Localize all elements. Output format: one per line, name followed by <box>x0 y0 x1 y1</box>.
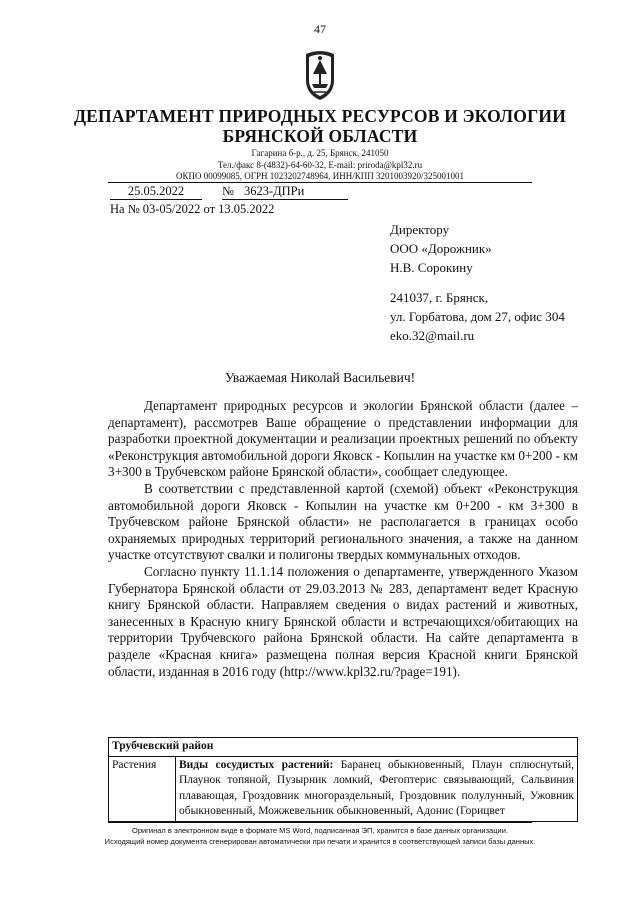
letter-body <box>108 398 578 680</box>
org-codes: ОКПО 00099085, ОГРН 1023202748964, ИНН/КПП 3201003920/325001001 <box>176 171 464 181</box>
table-header-row <box>109 738 578 757</box>
footer-divider <box>108 822 532 823</box>
recipient-street: ул. Горбатова, дом 27, офис 304 <box>390 309 565 324</box>
district-cell: Трубчевский район <box>109 738 578 757</box>
registration-date: 25.05.2022 <box>110 184 202 200</box>
row-label-cell: Растения <box>109 756 176 821</box>
recipient-address-block <box>390 288 565 345</box>
header-divider <box>108 182 532 183</box>
recipient-city: 241037, г. Брянск, <box>390 290 489 305</box>
registration-number <box>222 184 348 200</box>
org-address: Гагарина б-р., д. 25, Брянск, 241050 <box>251 148 389 158</box>
greeting: Уважаемая Николай Васильевич! <box>224 370 416 385</box>
org-name-line2: БРЯНСКОЙ ОБЛАСТИ <box>222 126 418 146</box>
coat-of-arms-icon <box>300 48 340 102</box>
table-row <box>109 756 578 821</box>
recipient-email: eko.32@mail.ru <box>390 328 475 343</box>
species-cell <box>176 756 578 821</box>
paragraph: Департамент природных ресурсов и экологии Брянской области (далее – департамент), рассмотрев Ваше обращение о представлении информации для разработки проектной документации и реализации проектных решений по объекту «Реконструкция автомобильной дороги Яковск - Копылин на участке км 0+200 - км 3+300 в Трубчевском районе Брянской области», сообщает следующее. <box>108 398 578 480</box>
species-list: Баранец обыкновенный, Плаун сплюснутый, Плаунок топяной, Пузырник ломкий, Фегоптерис связывающий, Сальвиния плавающая, Гроздовник многораздельный, Гроздовник полулунный, Ужовник обыкновенный, Можжевельник обыкновенный, Адонис (Горицвет <box>179 758 574 817</box>
footer-note-1: Оригинал в электронном виде в формате MS Word, подписанная ЭП, хранится в базе данных организации. <box>131 826 508 835</box>
reference-number: На № 03-05/2022 от 13.05.2022 <box>110 202 275 216</box>
recipient-name: Н.В. Сорокину <box>390 260 473 275</box>
recipient-block <box>390 220 492 277</box>
number-sign: № <box>222 184 234 198</box>
species-category: Виды сосудистых растений: <box>179 758 334 771</box>
red-book-table <box>108 737 578 822</box>
recipient-position: Директору <box>390 222 450 237</box>
org-contacts: Тел./факс 8-(4832)-64-60-32, E-mail: priroda@kpl32.ru <box>217 160 423 170</box>
footer-note-2: Исходящий номер документа сгенерирован автоматически при печати и хранится в соответствующей записи базы данных. <box>104 837 536 846</box>
page-number: 47 <box>314 22 326 36</box>
recipient-company: ООО «Дорожник» <box>390 241 492 256</box>
paragraph: Согласно пункту 11.1.14 положения о департаменте, утвержденного Указом Губернатора Брянской области от 29.03.2013 № 283, департамент ведет Красную книгу Брянской области. Направляем сведения о видах растений и животных, занесенных в Красную книгу Брянской области и встречающихся/обитающих на территории Трубчевского района Брянской области. На сайте департамента в разделе «Красная книга» размещена полная версия Красной книги Брянской области, изданная в 2016 году (http://www.kpl32.ru/?page=191). <box>108 563 578 679</box>
number-value: 3623-ДПРи <box>243 184 305 198</box>
paragraph: В соответствии с представленной картой (схемой) объект «Реконструкция автомобильной дороги Яковск - Копылин на участке км 0+200 - км 3+300 в Трубчевском районе Брянской области» не располагается в границах особо охраняемых природных территорий регионального значения, а также на данном участке отсутствуют свалки и полигоны твердых коммунальных отходов. <box>108 480 578 563</box>
org-name-line1: ДЕПАРТАМЕНТ ПРИРОДНЫХ РЕСУРСОВ И ЭКОЛОГИИ <box>73 106 567 126</box>
